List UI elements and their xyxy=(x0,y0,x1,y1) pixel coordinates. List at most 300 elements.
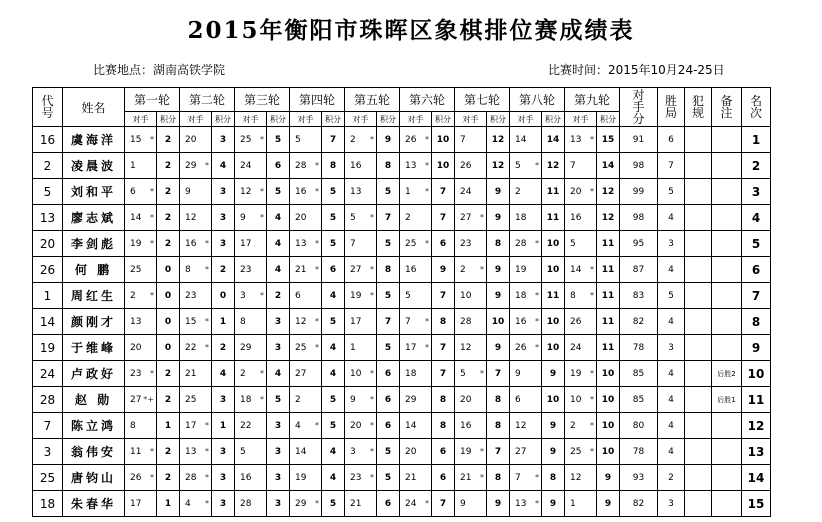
foul xyxy=(685,127,712,153)
color-mark: * xyxy=(260,395,264,404)
note xyxy=(712,491,742,517)
opponent-number: 7 xyxy=(570,160,576,171)
round-opponent xyxy=(565,257,597,283)
color-mark: * xyxy=(425,317,429,326)
round-score: 3 xyxy=(267,309,290,335)
opponent-number: 7 xyxy=(515,472,521,483)
opponent-number: 19 xyxy=(460,446,472,457)
round-opponent xyxy=(125,257,157,283)
color-mark: *+ xyxy=(143,395,154,404)
color-mark: * xyxy=(205,265,209,274)
opp-score: 91 xyxy=(620,127,658,153)
opponent-number: 16 xyxy=(460,420,472,431)
color-mark: * xyxy=(370,395,374,404)
round-score: 6 xyxy=(267,153,290,179)
opponent-number: 25 xyxy=(240,134,252,145)
round-score: 10 xyxy=(542,231,565,257)
opp-score: 80 xyxy=(620,413,658,439)
header-id: 代号 xyxy=(33,88,63,127)
round-opponent xyxy=(345,179,377,205)
round-score: 9 xyxy=(487,491,510,517)
round-opponent xyxy=(400,179,432,205)
round-score: 3 xyxy=(212,127,235,153)
round-score: 12 xyxy=(597,205,620,231)
round-opponent xyxy=(565,153,597,179)
color-mark: * xyxy=(205,421,209,430)
note xyxy=(712,127,742,153)
round-score: 9 xyxy=(542,439,565,465)
opponent-number: 7 xyxy=(460,134,466,145)
round-score: 5 xyxy=(267,127,290,153)
round-opponent xyxy=(510,335,542,361)
opponent-number: 14 xyxy=(405,420,417,431)
round-opponent xyxy=(510,439,542,465)
opponent-number: 16 xyxy=(295,186,307,197)
opponent-number: 25 xyxy=(130,264,142,275)
header-opponent: 对手 xyxy=(510,112,542,127)
note xyxy=(712,205,742,231)
round-score: 12 xyxy=(597,179,620,205)
rank: 10 xyxy=(742,361,771,387)
round-score: 7 xyxy=(432,335,455,361)
opponent-number: 12 xyxy=(460,342,472,353)
round-score: 4 xyxy=(322,361,345,387)
round-opponent xyxy=(400,153,432,179)
opponent-number: 29 xyxy=(405,394,417,405)
round-opponent xyxy=(510,465,542,491)
player-id: 2 xyxy=(33,153,63,179)
round-score: 12 xyxy=(487,127,510,153)
round-opponent xyxy=(345,413,377,439)
round-score: 11 xyxy=(597,309,620,335)
color-mark: * xyxy=(425,161,429,170)
round-opponent xyxy=(180,257,212,283)
table-row xyxy=(33,387,771,413)
rank: 11 xyxy=(742,387,771,413)
round-score: 1 xyxy=(212,413,235,439)
opponent-number: 14 xyxy=(515,134,527,145)
round-score: 5 xyxy=(322,387,345,413)
round-score: 3 xyxy=(267,413,290,439)
round-opponent xyxy=(510,179,542,205)
opponent-number: 18 xyxy=(405,368,417,379)
opponent-number: 5 xyxy=(460,368,466,379)
player-id: 16 xyxy=(33,127,63,153)
color-mark: * xyxy=(205,161,209,170)
player-id: 3 xyxy=(33,439,63,465)
note xyxy=(712,335,742,361)
header-score: 积分 xyxy=(542,112,565,127)
foul xyxy=(685,335,712,361)
color-mark: * xyxy=(150,239,154,248)
opponent-number: 9 xyxy=(460,498,466,509)
round-opponent xyxy=(400,439,432,465)
round-score: 10 xyxy=(597,387,620,413)
opponent-number: 9 xyxy=(240,212,246,223)
round-opponent xyxy=(235,491,267,517)
round-score: 8 xyxy=(487,231,510,257)
opponent-number: 18 xyxy=(515,290,527,301)
wins: 3 xyxy=(658,231,685,257)
opponent-number: 26 xyxy=(130,472,142,483)
color-mark: * xyxy=(480,265,484,274)
round-opponent xyxy=(125,205,157,231)
round-score: 0 xyxy=(157,283,180,309)
round-score: 3 xyxy=(212,179,235,205)
color-mark: * xyxy=(425,499,429,508)
table-row xyxy=(33,205,771,231)
table-row xyxy=(33,465,771,491)
round-score: 2 xyxy=(157,127,180,153)
player-name: 虞海洋 xyxy=(63,127,125,153)
rank: 9 xyxy=(742,335,771,361)
round-opponent xyxy=(125,387,157,413)
rank: 13 xyxy=(742,439,771,465)
round-opponent xyxy=(510,231,542,257)
header-round-9: 第九轮 xyxy=(565,88,620,112)
round-opponent xyxy=(400,205,432,231)
round-score: 8 xyxy=(377,257,400,283)
opponent-number: 9 xyxy=(515,368,521,379)
round-score: 11 xyxy=(597,257,620,283)
round-opponent xyxy=(180,465,212,491)
opponent-number: 3 xyxy=(240,290,246,301)
round-score: 10 xyxy=(597,361,620,387)
header-rank: 名次 xyxy=(742,88,771,127)
note xyxy=(712,153,742,179)
round-score: 3 xyxy=(212,465,235,491)
opponent-number: 12 xyxy=(515,420,527,431)
round-score: 3 xyxy=(212,205,235,231)
round-opponent xyxy=(455,231,487,257)
header-opponent: 对手 xyxy=(400,112,432,127)
round-opponent xyxy=(400,257,432,283)
foul xyxy=(685,257,712,283)
round-opponent xyxy=(565,205,597,231)
round-score: 1 xyxy=(157,413,180,439)
header-round-8: 第八轮 xyxy=(510,88,565,112)
round-opponent xyxy=(510,153,542,179)
opponent-number: 16 xyxy=(350,160,362,171)
round-opponent xyxy=(345,465,377,491)
round-opponent xyxy=(180,127,212,153)
color-mark: * xyxy=(590,395,594,404)
round-score: 4 xyxy=(267,205,290,231)
round-score: 6 xyxy=(377,387,400,413)
round-opponent xyxy=(180,387,212,413)
round-score: 7 xyxy=(432,179,455,205)
rank: 6 xyxy=(742,257,771,283)
round-opponent xyxy=(510,361,542,387)
round-score: 5 xyxy=(322,179,345,205)
table-row xyxy=(33,127,771,153)
opponent-number: 28 xyxy=(240,498,252,509)
opponent-number: 20 xyxy=(460,394,472,405)
opponent-number: 13 xyxy=(130,316,142,327)
round-opponent xyxy=(455,465,487,491)
table-row xyxy=(33,179,771,205)
player-id: 24 xyxy=(33,361,63,387)
round-score: 4 xyxy=(267,361,290,387)
opponent-number: 19 xyxy=(130,238,142,249)
round-score: 7 xyxy=(487,361,510,387)
round-opponent xyxy=(400,413,432,439)
opponent-number: 21 xyxy=(350,498,362,509)
round-score: 9 xyxy=(542,361,565,387)
round-opponent xyxy=(125,179,157,205)
color-mark: * xyxy=(535,317,539,326)
round-opponent xyxy=(455,205,487,231)
color-mark: * xyxy=(205,343,209,352)
round-score: 9 xyxy=(542,413,565,439)
opponent-number: 15 xyxy=(130,134,142,145)
header-round-5: 第五轮 xyxy=(345,88,400,112)
round-opponent xyxy=(565,127,597,153)
round-opponent xyxy=(235,387,267,413)
player-name: 赵 勋 xyxy=(63,387,125,413)
round-opponent xyxy=(400,335,432,361)
round-score: 8 xyxy=(542,465,565,491)
round-opponent xyxy=(400,127,432,153)
player-id: 19 xyxy=(33,335,63,361)
round-opponent xyxy=(290,439,322,465)
table-row xyxy=(33,231,771,257)
round-opponent xyxy=(345,439,377,465)
opp-score: 85 xyxy=(620,361,658,387)
round-score: 6 xyxy=(432,231,455,257)
opponent-number: 23 xyxy=(240,264,252,275)
color-mark: * xyxy=(150,135,154,144)
round-score: 8 xyxy=(432,309,455,335)
round-score: 10 xyxy=(542,309,565,335)
round-score: 10 xyxy=(597,439,620,465)
round-score: 2 xyxy=(157,387,180,413)
round-opponent xyxy=(400,231,432,257)
round-opponent xyxy=(290,257,322,283)
opponent-number: 5 xyxy=(240,446,246,457)
opponent-number: 22 xyxy=(185,342,197,353)
player-name: 刘和平 xyxy=(63,179,125,205)
player-id: 14 xyxy=(33,309,63,335)
opponent-number: 15 xyxy=(185,316,197,327)
round-opponent xyxy=(235,205,267,231)
round-opponent xyxy=(345,361,377,387)
header-score: 积分 xyxy=(157,112,180,127)
opponent-number: 1 xyxy=(350,342,356,353)
foul xyxy=(685,153,712,179)
color-mark: * xyxy=(370,265,374,274)
round-score: 1 xyxy=(157,491,180,517)
opponent-number: 9 xyxy=(350,394,356,405)
color-mark: * xyxy=(150,291,154,300)
opponent-number: 25 xyxy=(405,238,417,249)
player-name: 陈立鸿 xyxy=(63,413,125,439)
color-mark: * xyxy=(590,291,594,300)
round-opponent xyxy=(180,309,212,335)
round-score: 3 xyxy=(267,439,290,465)
round-score: 5 xyxy=(377,283,400,309)
round-score: 4 xyxy=(322,283,345,309)
round-opponent xyxy=(345,153,377,179)
opp-score: 78 xyxy=(620,335,658,361)
round-score: 4 xyxy=(267,231,290,257)
foul xyxy=(685,309,712,335)
round-opponent xyxy=(235,127,267,153)
color-mark: * xyxy=(535,473,539,482)
foul xyxy=(685,387,712,413)
opponent-number: 13 xyxy=(570,134,582,145)
round-score: 3 xyxy=(267,335,290,361)
player-id: 13 xyxy=(33,205,63,231)
color-mark: * xyxy=(590,187,594,196)
round-opponent xyxy=(180,179,212,205)
opponent-number: 13 xyxy=(515,498,527,509)
player-id: 1 xyxy=(33,283,63,309)
round-opponent xyxy=(400,465,432,491)
opp-score: 93 xyxy=(620,465,658,491)
opponent-number: 2 xyxy=(405,212,411,223)
color-mark: * xyxy=(535,239,539,248)
round-score: 4 xyxy=(212,361,235,387)
round-opponent xyxy=(455,335,487,361)
color-mark: * xyxy=(205,239,209,248)
round-opponent xyxy=(235,361,267,387)
color-mark: * xyxy=(425,135,429,144)
round-opponent xyxy=(455,127,487,153)
player-id: 28 xyxy=(33,387,63,413)
color-mark: * xyxy=(480,473,484,482)
round-opponent xyxy=(565,283,597,309)
rank: 4 xyxy=(742,205,771,231)
color-mark: * xyxy=(535,291,539,300)
color-mark: * xyxy=(480,447,484,456)
header-round-3: 第三轮 xyxy=(235,88,290,112)
round-opponent xyxy=(565,309,597,335)
table-row xyxy=(33,439,771,465)
round-opponent xyxy=(400,309,432,335)
player-id: 18 xyxy=(33,491,63,517)
opp-score: 99 xyxy=(620,179,658,205)
opponent-number: 2 xyxy=(130,290,136,301)
opponent-number: 18 xyxy=(515,212,527,223)
header-score: 积分 xyxy=(267,112,290,127)
header-opp-score: 对手分 xyxy=(620,88,658,127)
opp-score: 83 xyxy=(620,283,658,309)
opponent-number: 12 xyxy=(295,316,307,327)
opponent-number: 20 xyxy=(350,420,362,431)
round-score: 5 xyxy=(377,465,400,491)
opponent-number: 2 xyxy=(515,186,521,197)
header-opponent: 对手 xyxy=(455,112,487,127)
opponent-number: 14 xyxy=(130,212,142,223)
opponent-number: 26 xyxy=(405,134,417,145)
round-score: 9 xyxy=(487,179,510,205)
opponent-number: 5 xyxy=(515,160,521,171)
round-score: 0 xyxy=(157,257,180,283)
opp-score: 98 xyxy=(620,153,658,179)
round-opponent xyxy=(565,361,597,387)
wins: 5 xyxy=(658,179,685,205)
opponent-number: 26 xyxy=(515,342,527,353)
wins: 2 xyxy=(658,465,685,491)
opponent-number: 25 xyxy=(570,446,582,457)
round-opponent xyxy=(510,387,542,413)
foul xyxy=(685,179,712,205)
round-opponent xyxy=(455,179,487,205)
header-score: 积分 xyxy=(432,112,455,127)
round-opponent xyxy=(235,309,267,335)
player-id: 25 xyxy=(33,465,63,491)
opponent-number: 5 xyxy=(405,290,411,301)
opponent-number: 17 xyxy=(240,238,252,249)
round-score: 11 xyxy=(542,205,565,231)
color-mark: * xyxy=(370,213,374,222)
rank: 3 xyxy=(742,179,771,205)
round-score: 8 xyxy=(487,413,510,439)
header-opponent: 对手 xyxy=(290,112,322,127)
round-score: 3 xyxy=(212,387,235,413)
round-score: 0 xyxy=(157,335,180,361)
opponent-number: 24 xyxy=(460,186,472,197)
round-score: 9 xyxy=(487,335,510,361)
player-name: 卢政好 xyxy=(63,361,125,387)
round-opponent xyxy=(400,283,432,309)
player-name: 颜刚才 xyxy=(63,309,125,335)
round-opponent xyxy=(345,283,377,309)
color-mark: * xyxy=(315,187,319,196)
header-opponent: 对手 xyxy=(345,112,377,127)
header-name: 姓名 xyxy=(63,88,125,127)
round-opponent xyxy=(290,387,322,413)
round-score: 0 xyxy=(157,309,180,335)
round-opponent xyxy=(565,439,597,465)
round-opponent xyxy=(290,179,322,205)
foul xyxy=(685,231,712,257)
color-mark: * xyxy=(260,135,264,144)
color-mark: * xyxy=(315,317,319,326)
header-opponent: 对手 xyxy=(125,112,157,127)
rank: 8 xyxy=(742,309,771,335)
opp-score: 95 xyxy=(620,231,658,257)
note xyxy=(712,413,742,439)
color-mark: * xyxy=(150,447,154,456)
round-opponent xyxy=(180,413,212,439)
round-opponent xyxy=(235,413,267,439)
opponent-number: 27 xyxy=(295,368,307,379)
opponent-number: 3 xyxy=(350,446,356,457)
rank: 7 xyxy=(742,283,771,309)
round-score: 5 xyxy=(377,335,400,361)
round-score: 5 xyxy=(377,231,400,257)
round-score: 2 xyxy=(157,361,180,387)
opponent-number: 9 xyxy=(185,186,191,197)
wins: 5 xyxy=(658,283,685,309)
round-opponent xyxy=(455,283,487,309)
round-opponent xyxy=(180,335,212,361)
round-score: 2 xyxy=(212,335,235,361)
round-opponent xyxy=(290,361,322,387)
rank: 15 xyxy=(742,491,771,517)
opponent-number: 14 xyxy=(570,264,582,275)
round-opponent xyxy=(235,257,267,283)
opponent-number: 28 xyxy=(515,238,527,249)
color-mark: * xyxy=(535,343,539,352)
round-score: 11 xyxy=(542,179,565,205)
round-opponent xyxy=(180,153,212,179)
round-score: 7 xyxy=(432,491,455,517)
round-opponent xyxy=(400,491,432,517)
round-opponent xyxy=(125,335,157,361)
